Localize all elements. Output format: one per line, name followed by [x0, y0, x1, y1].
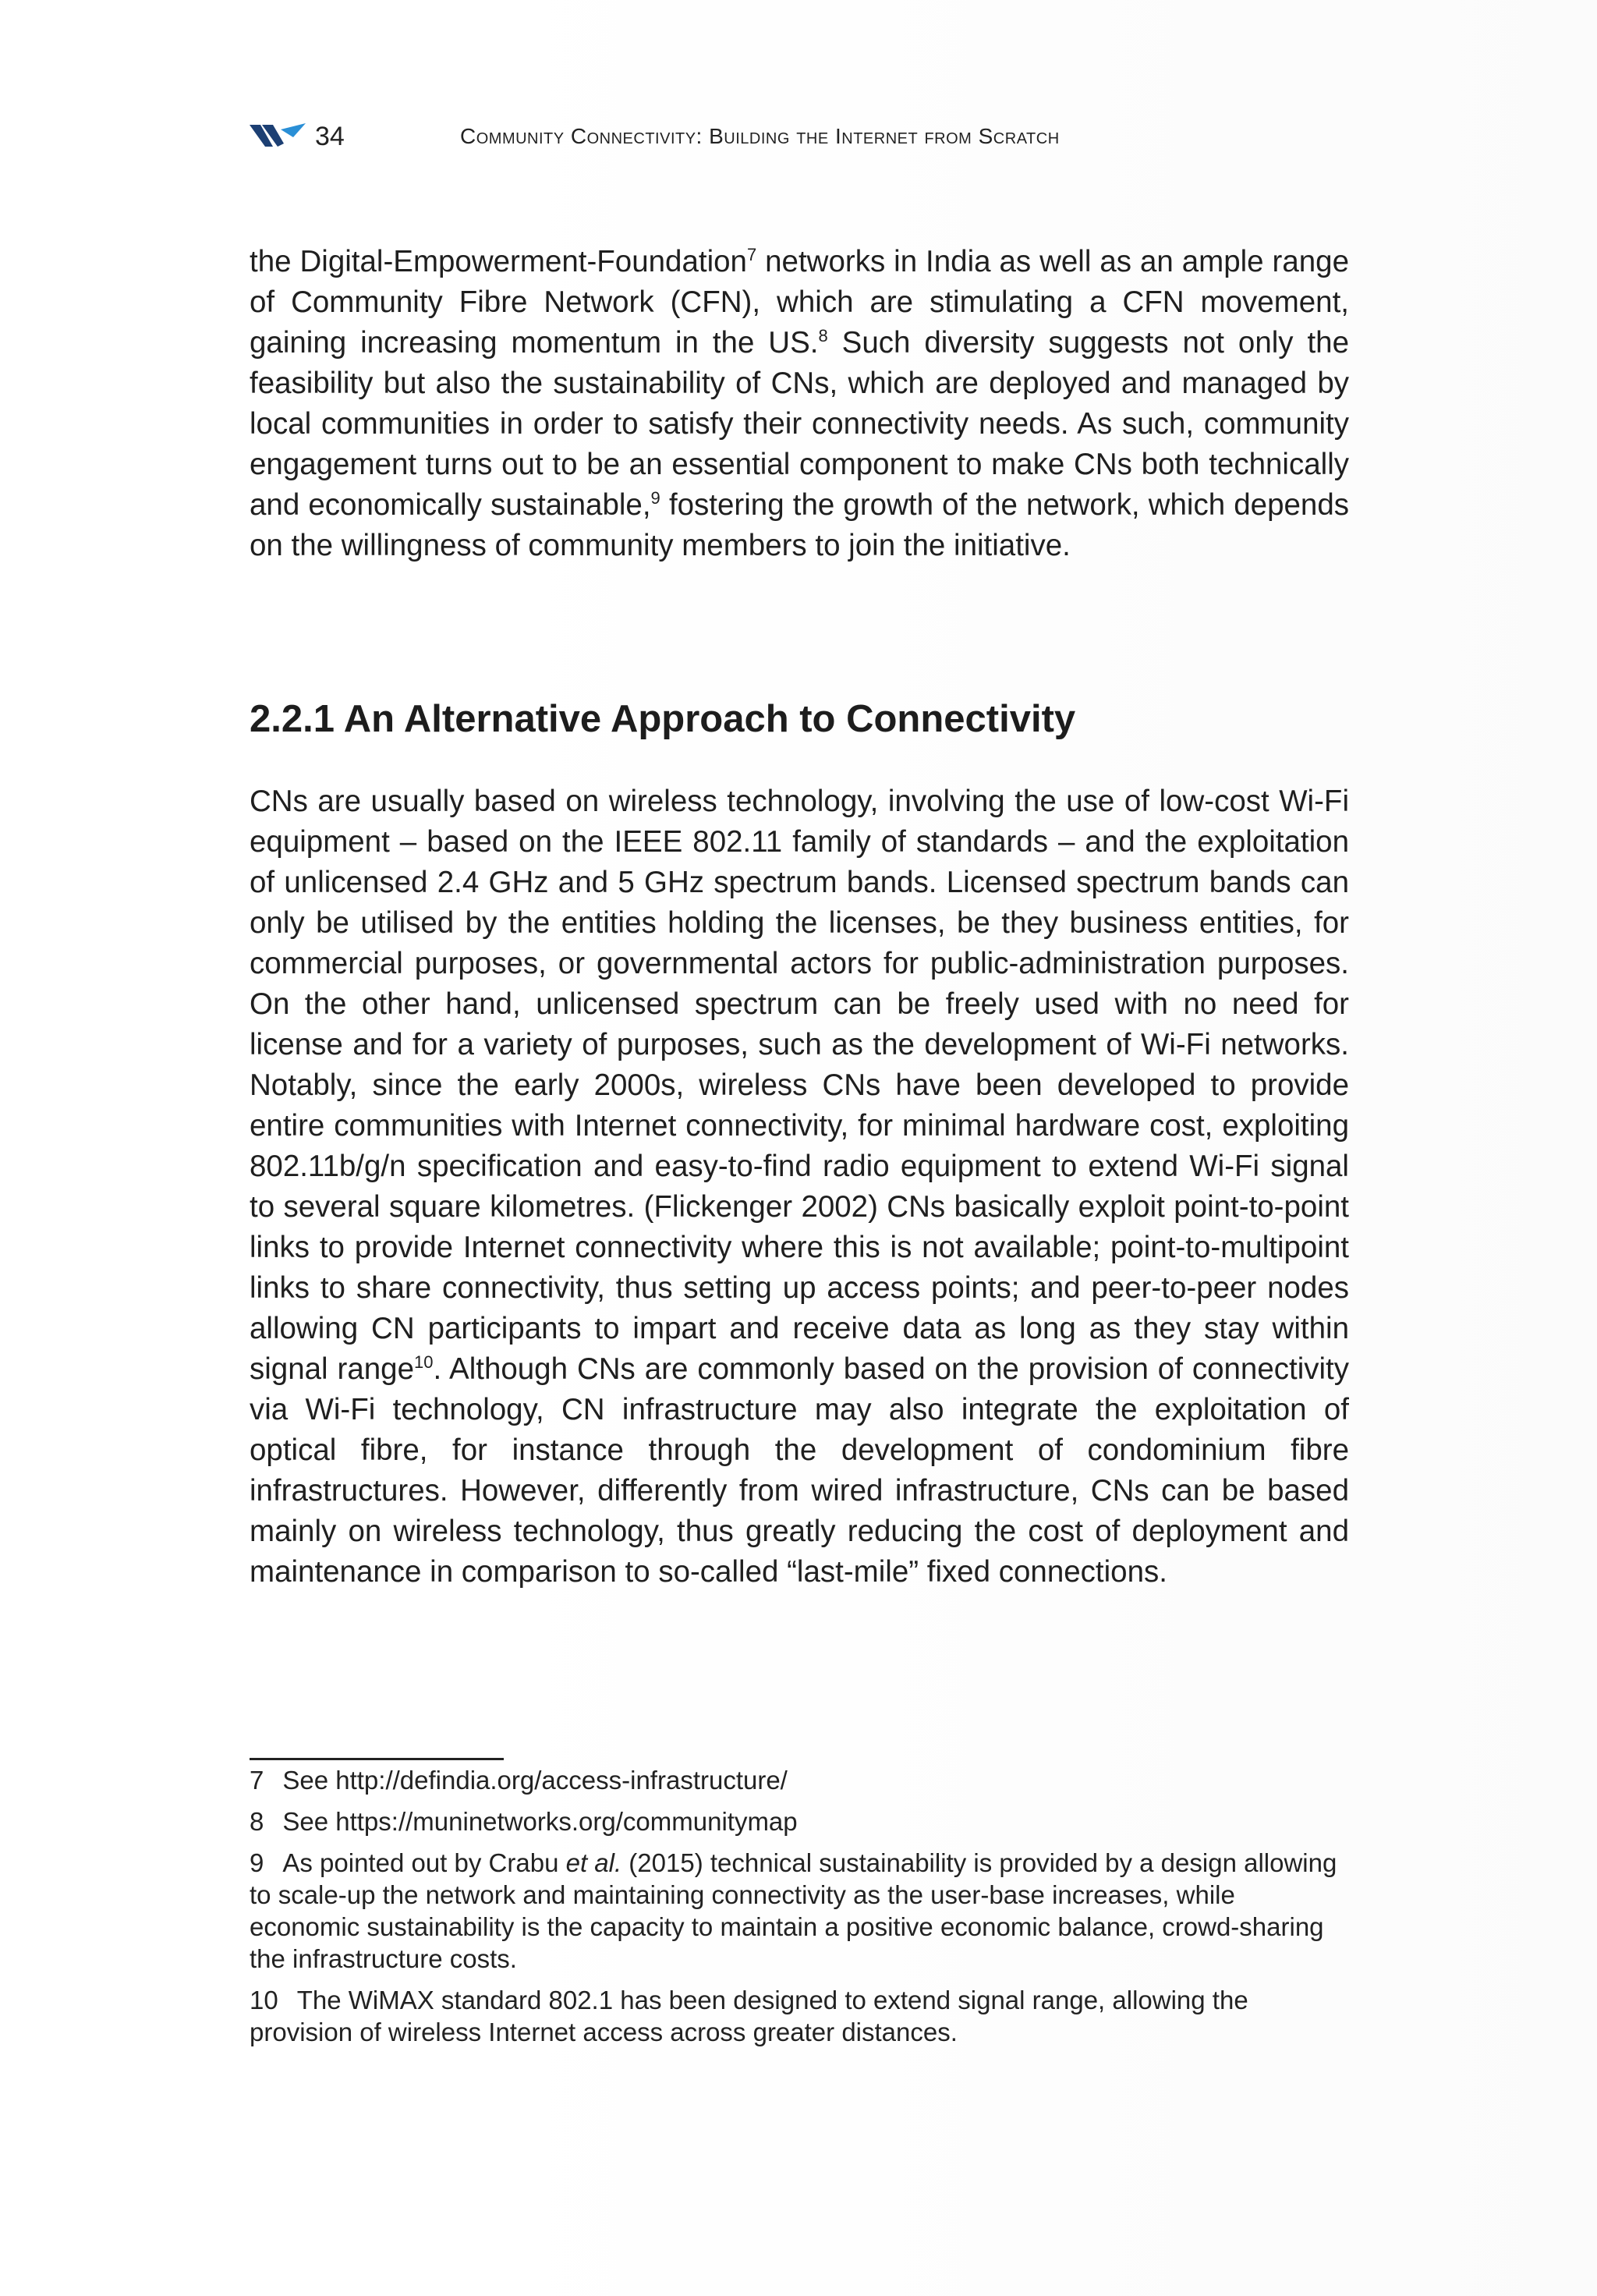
running-title: Community Connectivity: Building the Internet from Scratch	[460, 124, 1060, 148]
running-header	[250, 119, 1349, 158]
footnote-7	[250, 1764, 1349, 1796]
footnote-text: The WiMAX standard 802.1 has been designed to extend signal range, allowing the provision of wireless Internet access across greater distances.	[250, 1986, 1248, 2046]
footnote-9	[250, 1847, 1349, 1975]
footnote-emphasis: et al.	[565, 1848, 622, 1877]
footnote-text: (2015) technical sustainability is provided by a design allowing to scale-up the network and maintaining connectivity as the user-base increases, while economic sustainability is the capacity to maintain a positive economic balance, crowd-sharing the infrastructure costs.	[250, 1848, 1337, 1973]
paragraph-text: the Digital-Empowerment-Foundation$^7$ networks in India as well as an ample range of Community Fibre Network (CFN), which are stimulating a CFN movement, gaining increasing momentum in the US.$^8$ Such diversity suggests not only the feasibility but also the sustainability of CNs, which are deployed and managed by local communities in order to satisfy their connectivity needs. As such, community engagement turns out to be an essential component to make CNs both technically and economically sustainable,$^9$ fostering the growth of the network, which depends on the willingness of community members to join the initiative.	[250, 245, 1349, 562]
footnote-text: See http://defindia.org/access-infrastructure/	[282, 1766, 788, 1795]
footnote-ref-9: 9	[650, 488, 660, 508]
footnote-number: 7	[250, 1766, 264, 1795]
footnote-number: 8	[250, 1807, 264, 1836]
footnote-number: 10	[250, 1986, 278, 2014]
body-paragraph-2	[250, 781, 1349, 1593]
footnote-ref-7: 7	[746, 245, 757, 264]
footnote-text: As pointed out by Crabu	[282, 1848, 566, 1877]
publisher-logo-icon	[250, 123, 306, 150]
paragraph-text: CNs are usually based on wireless technology, involving the use of low-cost Wi-Fi equipment – based on the IEEE 802.11 family of standards – and the exploitation of unlicensed 2.4 GHz and 5 GHz spectrum bands. Licensed spectrum bands can only be utilised by the entities holding the licenses, be they business entities, for commercial purposes, or governmental actors for public-administration purposes. On the other hand, unlicensed spectrum can be freely used with no need for license and for a variety of purposes, such as the development of Wi-Fi networks. Notably, since the early 2000s, wireless CNs have been developed to provide entire communities with Internet connectivity, for minimal hardware cost, exploiting 802.11b/g/n specification and easy-to-find radio equipment to extend Wi-Fi signal to several square kilometres. (Flickenger 2002) CNs basically exploit point-to-point links to provide Internet connectivity where this is not available; point-to-multipoint links to share connectivity, thus setting up access points; and peer-to-peer nodes allowing CN participants to impart and receive data as long as they stay within signal range$^{10}$. Although CNs are commonly based on the provision of connectivity via Wi-Fi technology, CN infrastructure may also integrate the exploitation of optical fibre, for instance through the development of condominium fibre infrastructures. However, differently from wired infrastructure, CNs can be based mainly on wireless technology, thus greatly reducing the cost of deployment and maintenance in comparison to so-called “last-mile” fixed connections.	[250, 785, 1350, 1589]
body-paragraph-1	[250, 242, 1349, 566]
footnote-number: 9	[250, 1848, 264, 1877]
footnote-10	[250, 1984, 1349, 2048]
footnote-text: See https://muninetworks.org/communitymap	[282, 1807, 798, 1836]
footnotes	[250, 1764, 1349, 2057]
section-heading: 2.2.1 An Alternative Approach to Connectivity	[250, 698, 1076, 740]
footnote-ref-8: 8	[818, 326, 828, 345]
footnote-divider	[250, 1758, 504, 1760]
footnote-ref-10: 10	[414, 1352, 434, 1372]
footnote-8	[250, 1805, 1349, 1837]
page-number: 34	[315, 122, 345, 151]
